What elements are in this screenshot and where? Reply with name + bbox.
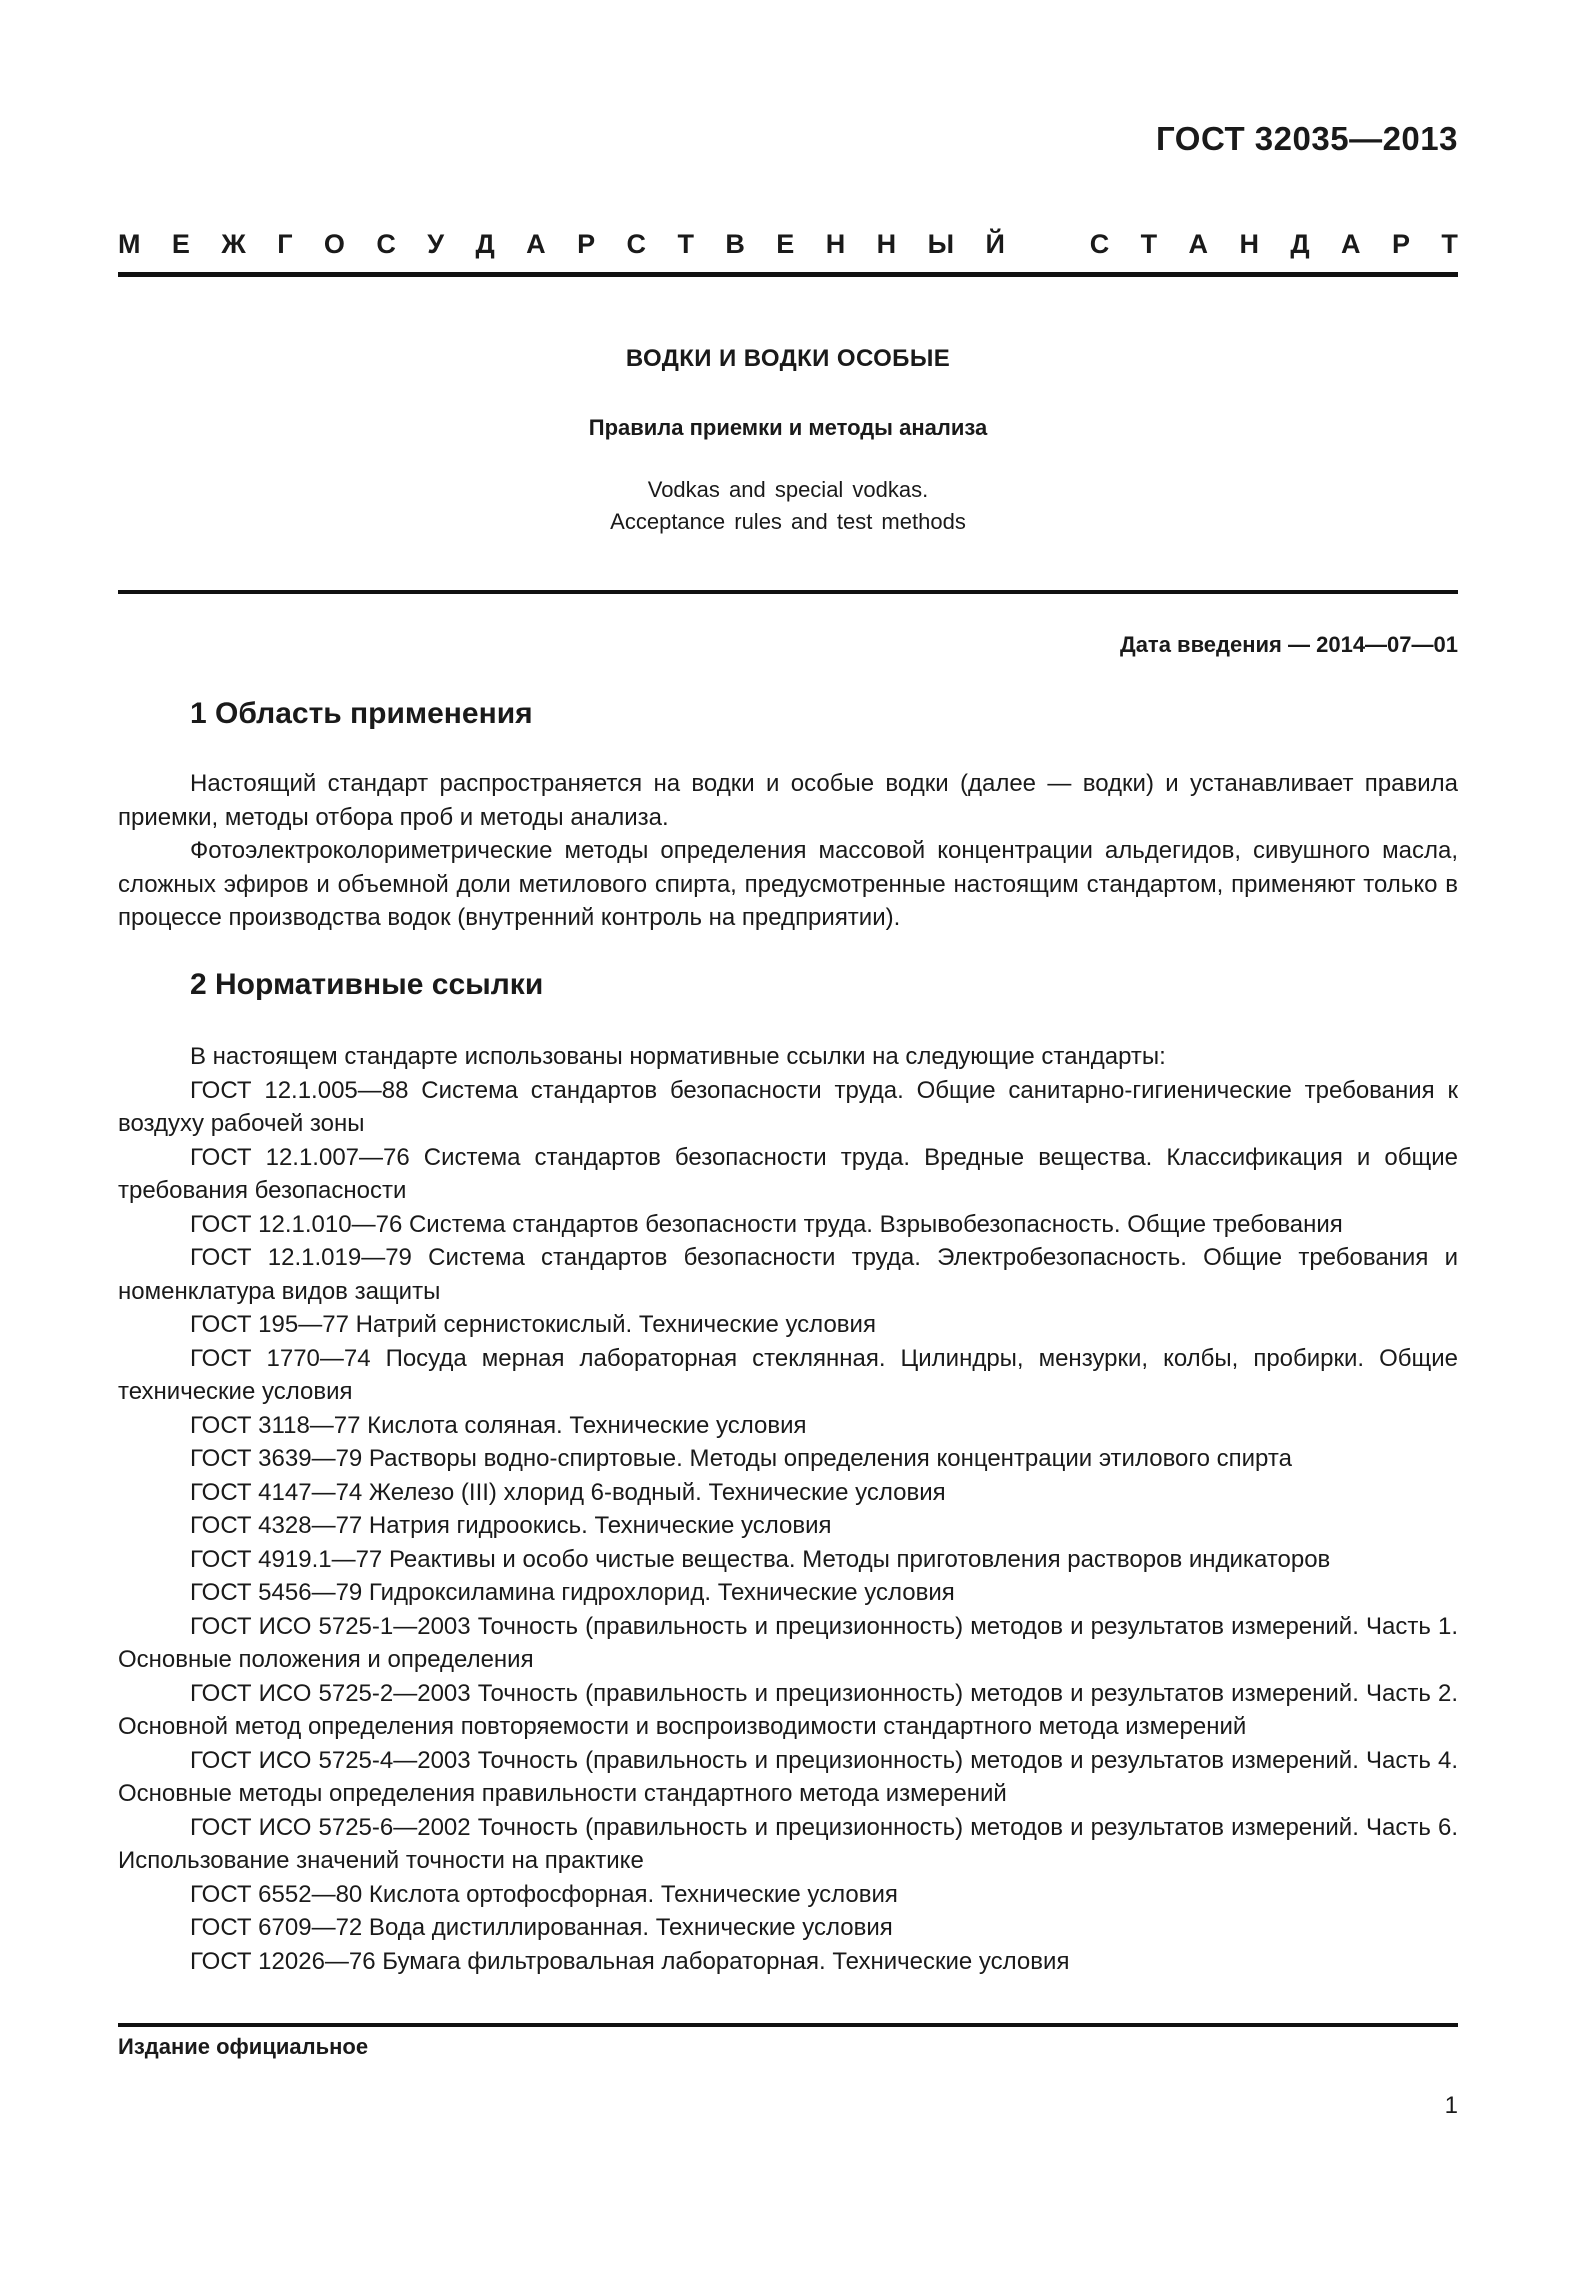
banner-letter: А xyxy=(526,229,546,259)
footer-rule xyxy=(118,2023,1458,2027)
title-rule xyxy=(118,590,1458,594)
banner-letter: Д xyxy=(475,229,495,259)
banner-letter: В xyxy=(725,229,745,259)
section-2-heading: 2 Нормативные ссылки xyxy=(190,968,544,1001)
banner-letter: А xyxy=(1188,229,1209,259)
english-title-line1: Vodkas and special vodkas. xyxy=(647,477,929,502)
reference-item: ГОСТ 6552—80 Кислота ортофосфорная. Технические условия xyxy=(190,1880,898,1908)
banner-letter: С xyxy=(626,229,647,259)
reference-item: ГОСТ ИСО 5725-6—2002 Точность (правильность и прецизионность) методов и результатов измерений. Часть 6. Использование значений точности на практике xyxy=(118,1813,1458,1874)
reference-item: ГОСТ 12.1.010—76 Система стандартов безопасности труда. Взрывобезопасность. Общие требования xyxy=(190,1210,1343,1238)
banner-letter: Е xyxy=(171,229,190,259)
banner-letter: О xyxy=(323,229,345,259)
reference-item: ГОСТ ИСО 5725-1—2003 Точность (правильность и прецизионность) методов и результатов измерений. Часть 1. Основные положения и определения xyxy=(118,1612,1458,1673)
english-title-line2: Acceptance rules and test methods xyxy=(610,509,966,534)
reference-item: ГОСТ 3639—79 Растворы водно-спиртовые. Методы определения концентрации этилового спирта xyxy=(190,1445,1292,1472)
section-2-body xyxy=(118,1040,1458,1978)
reference-item: ГОСТ 1770—74 Посуда мерная лабораторная стеклянная. Цилиндры, мензурки, колбы, пробирки. Общие технические условия xyxy=(118,1344,1458,1405)
reference-item: ГОСТ 12.1.005—88 Система стандартов безопасности труда. Общие санитарно-гигиенические требования к воздуху рабочей зоны xyxy=(118,1076,1458,1137)
official-edition-label: Издание официальное xyxy=(118,2034,369,2059)
banner-letter: Н xyxy=(876,229,897,259)
reference-item: ГОСТ 12026—76 Бумага фильтровальная лабораторная. Технические условия xyxy=(190,1947,1070,1975)
page-number: 1 xyxy=(1444,2092,1458,2119)
banner-letter: Т xyxy=(1441,229,1458,259)
section-1-body xyxy=(118,767,1458,935)
banner-letter: М xyxy=(118,229,141,259)
reference-item: ГОСТ 3118—77 Кислота соляная. Технические условия xyxy=(190,1411,807,1439)
reference-item: ГОСТ 12.1.019—79 Система стандартов безопасности труда. Электробезопасность. Общие требования и номенклатура видов защиты xyxy=(118,1244,1458,1305)
banner-letter: С xyxy=(1089,229,1110,259)
banner-word-gap xyxy=(1036,228,1058,260)
document-subtitle: Правила приемки и методы анализа xyxy=(588,415,988,440)
reference-item: ГОСТ 4919.1—77 Реактивы и особо чистые вещества. Методы приготовления растворов индикаторов xyxy=(190,1545,1331,1573)
banner-letter: У xyxy=(427,229,445,259)
section-1-paragraph: Настоящий стандарт распространяется на водки и особые водки (далее — водки) и устанавливает правила приемки, методы отбора проб и методы анализа. xyxy=(118,770,1458,831)
banner-letter: Н xyxy=(1239,229,1259,259)
banner-letter: Г xyxy=(277,229,293,259)
banner-letter: Н xyxy=(825,229,846,259)
reference-item: ГОСТ ИСО 5725-4—2003 Точность (правильность и прецизионность) методов и результатов измерений. Часть 4. Основные методы определения правильности стандартного метода измерений xyxy=(118,1746,1458,1807)
reference-item: ГОСТ 5456—79 Гидроксиламина гидрохлорид. Технические условия xyxy=(190,1579,955,1606)
header-rule xyxy=(118,272,1458,277)
banner-letter: Ж xyxy=(221,229,246,259)
banner-letter: Р xyxy=(1391,229,1410,259)
document-page xyxy=(118,0,1458,2283)
introduction-date: Дата введения — 2014—07—01 xyxy=(1120,632,1458,657)
banner-letter: Т xyxy=(1140,229,1158,259)
standard-number: ГОСТ 32035—2013 xyxy=(1156,120,1458,157)
reference-item: ГОСТ 4147—74 Железо (III) хлорид 6-водный. Технические условия xyxy=(190,1478,946,1506)
banner-letter: С xyxy=(376,229,396,259)
reference-item: ГОСТ 195—77 Натрий сернистокислый. Технические условия xyxy=(190,1311,876,1338)
section-1-heading: 1 Область применения xyxy=(190,697,533,730)
references-intro: В настоящем стандарте использованы нормативные ссылки на следующие стандарты: xyxy=(190,1043,1166,1070)
banner-letter: Т xyxy=(677,229,694,259)
reference-item: ГОСТ 4328—77 Натрия гидроокись. Технические условия xyxy=(190,1512,832,1539)
document-title: ВОДКИ И ВОДКИ ОСОБЫЕ xyxy=(625,345,951,372)
banner-letter: А xyxy=(1341,229,1361,259)
banner-letter: Ы xyxy=(927,229,955,259)
banner-letter: Й xyxy=(985,229,1005,259)
banner-letter: Д xyxy=(1290,229,1310,259)
banner-letter: Е xyxy=(776,229,795,259)
reference-item: ГОСТ 12.1.007—76 Система стандартов безопасности труда. Вредные вещества. Классификация и общие требования безопасности xyxy=(118,1143,1458,1204)
reference-item: ГОСТ 6709—72 Вода дистиллированная. Технические условия xyxy=(190,1914,893,1941)
banner-letter: Р xyxy=(577,229,596,259)
reference-item: ГОСТ ИСО 5725-2—2003 Точность (правильность и прецизионность) методов и результатов измерений. Часть 2. Основной метод определения повторяемости и воспроизводимости стандартного метода измерений xyxy=(118,1679,1458,1740)
section-1-paragraph: Фотоэлектроколориметрические методы определения массовой концентрации альдегидов, сивушного масла, сложных эфиров и объемной доли метилового спирта, предусмотренные настоящим стандартом, применяют только в процессе производства водок (внутренний контроль на предприятии). xyxy=(118,837,1458,931)
english-title xyxy=(118,474,1458,538)
interstate-standard-banner xyxy=(118,228,1458,260)
